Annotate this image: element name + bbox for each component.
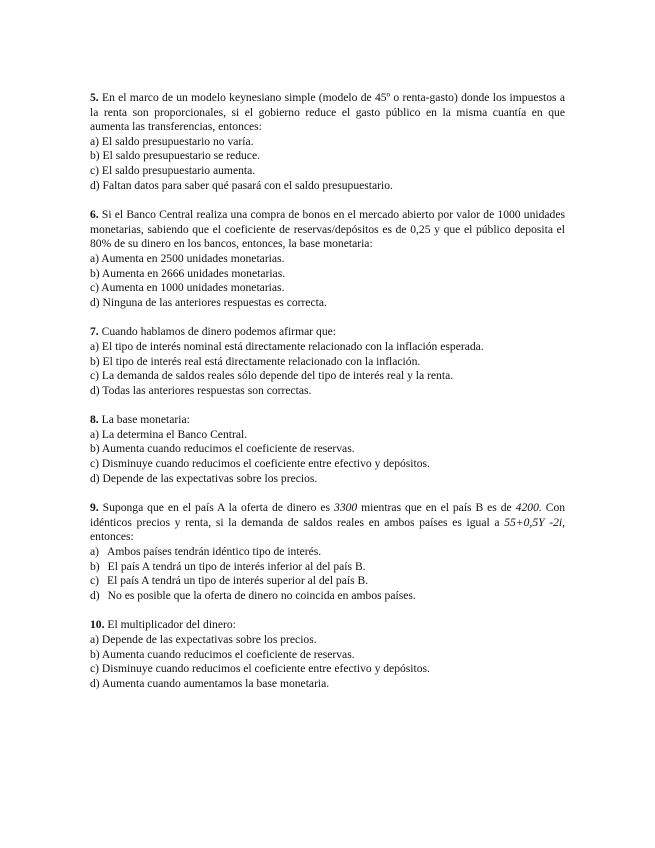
question-7-statement	[90, 325, 565, 340]
question-7	[90, 325, 565, 398]
option-letter: a)	[90, 545, 100, 559]
option-letter: c)	[90, 574, 100, 588]
question-text-part: Con idénticos precios y renta, si la demanda de saldos reales en ambos países es igual a	[90, 501, 566, 529]
question-text: En el marco de un modelo keynesiano simple (modelo de 45º o renta-gasto) donde los impuestos a la renta son proporcionales, si el gobierno reduce el gasto público en la misma cuantía en que aumenta las transferencias, entonces:	[90, 91, 565, 134]
option-b	[90, 560, 565, 575]
option-a: a) La determina el Banco Central.	[90, 427, 248, 441]
question-10-statement	[90, 618, 565, 633]
option-d	[90, 589, 565, 604]
option-b: b) Aumenta en 2666 unidades monetarias.	[90, 266, 286, 280]
question-number: 8.	[90, 413, 99, 427]
question-text: El multiplicador del dinero:	[107, 618, 236, 632]
question-8	[90, 413, 565, 486]
question-9-statement	[90, 501, 565, 545]
option-text: Ambos países tendrán idéntico tipo de interés.	[107, 545, 322, 559]
option-c: c) Disminuye cuando reducimos el coeficiente entre efectivo y depósitos.	[90, 457, 430, 471]
option-letter: d)	[90, 588, 100, 602]
option-letter: b)	[90, 559, 100, 573]
option-d: d) Depende de las expectativas sobre los precios.	[90, 471, 318, 485]
question-6-statement	[90, 208, 565, 252]
question-5-statement	[90, 91, 565, 135]
question-text: Cuando hablamos de dinero podemos afirmar que:	[101, 325, 336, 339]
option-text: No es posible que la oferta de dinero no coincida en ambos países.	[107, 588, 416, 602]
option-c	[90, 574, 565, 589]
question-text-part: Suponga que en el país A la oferta de dinero es	[102, 501, 331, 515]
question-number: 7.	[90, 325, 99, 339]
option-d: d) Faltan datos para saber qué pasará con el saldo presupuestario.	[90, 178, 393, 192]
option-d: d) Ninguna de las anteriores respuestas es correcta.	[90, 295, 327, 309]
question-text: Si el Banco Central realiza una compra de bonos en el mercado abierto por valor de 1000 unidades monetarias, sabiendo que el coeficiente de reservas/depósitos es de 0,25 y que el público deposita el 80% de su dinero en los bancos, entonces, la base monetaria:	[90, 208, 565, 251]
option-a: a) Aumenta en 2500 unidades monetarias.	[90, 251, 285, 265]
option-d: d) Aumenta cuando aumentamos la base monetaria.	[90, 676, 330, 690]
option-c: c) El saldo presupuestario aumenta.	[90, 163, 256, 177]
option-text: El país A tendrá un tipo de interés inferior al del país B.	[107, 559, 366, 573]
question-text-part: mientras que en el país B es de	[361, 501, 512, 515]
option-a: a) El saldo presupuestario no varía.	[90, 134, 254, 148]
option-a	[90, 545, 565, 560]
question-10	[90, 618, 565, 691]
option-c: c) La demanda de saldos reales sólo depende del tipo de interés real y la renta.	[90, 369, 454, 383]
question-6	[90, 208, 565, 310]
question-text-part: , entonces:	[90, 515, 566, 544]
option-a: a) El tipo de interés nominal está directamente relacionado con la inflación esperada.	[90, 339, 484, 353]
money-supply-b: 4200.	[515, 501, 542, 515]
question-number: 6.	[90, 208, 99, 222]
option-b: b) Aumenta cuando reducimos el coeficiente de reservas.	[90, 442, 355, 456]
exam-page	[90, 91, 565, 706]
question-text: La base monetaria:	[101, 413, 190, 427]
demand-formula: 55+0,5Y -2i	[504, 515, 563, 529]
option-b: b) Aumenta cuando reducimos el coeficiente de reservas.	[90, 647, 355, 661]
option-b: b) El saldo presupuestario se reduce.	[90, 149, 260, 163]
question-5	[90, 91, 565, 193]
option-d: d) Todas las anteriores respuestas son correctas.	[90, 383, 312, 397]
option-a: a) Depende de las expectativas sobre los precios.	[90, 633, 317, 646]
option-c: c) Disminuye cuando reducimos el coeficiente entre efectivo y depósitos.	[90, 662, 430, 676]
question-8-statement	[90, 413, 565, 428]
question-9	[90, 501, 565, 603]
option-text: El país A tendrá un tipo de interés superior al del país B.	[107, 574, 369, 588]
option-b: b) El tipo de interés real está directamente relacionado con la inflación.	[90, 354, 421, 368]
question-number: 10.	[90, 618, 105, 632]
option-c: c) Aumenta en 1000 unidades monetarias.	[90, 281, 285, 295]
question-number: 9.	[90, 501, 99, 515]
money-supply-a: 3300	[334, 501, 358, 515]
question-number: 5.	[90, 91, 99, 104]
